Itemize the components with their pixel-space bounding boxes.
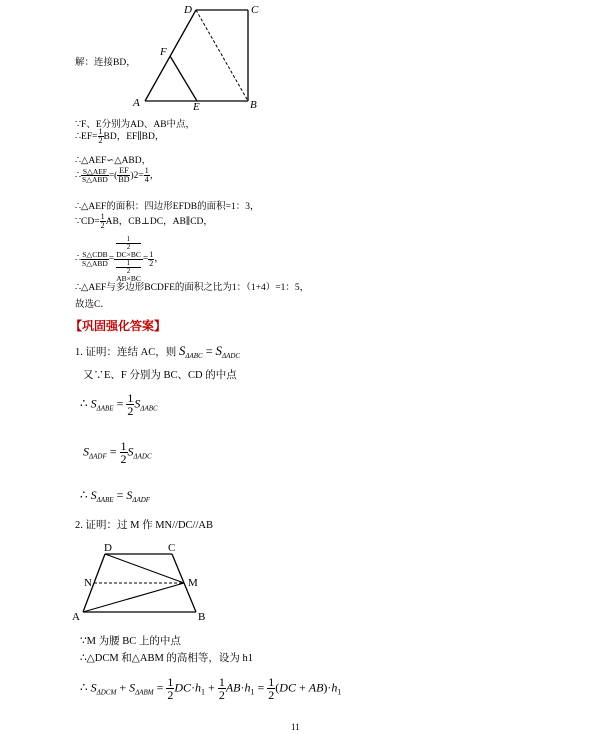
problem-1-eq-1: ∴ $S_{\Delta ABE}$ = $\frac{1}{2}$ $S_{\Delta ABC}$ xyxy=(80,391,158,418)
problem-1-intro: 1. 证明：连结 AC，则 $S_{\Delta ABC} = S_{\Delta ADC}$ xyxy=(75,343,241,360)
solution-line-6: ∵CD= $\frac{1}{2}$ AB，CB⊥DC，AB∥CD， xyxy=(75,212,213,231)
fig1-label-f: F xyxy=(160,46,167,58)
solution-line-5: ∴△AEF的面积：四边形EFDB的面积=1：3， xyxy=(75,202,260,212)
solution-line-9: 故选C． xyxy=(75,300,110,310)
problem-1-eq-3: ∴ $S_{\Delta ABE} = S_{\Delta ADF}$ xyxy=(80,488,151,504)
page-number: 11 xyxy=(291,722,300,732)
fig1-label-b: B xyxy=(250,99,257,111)
figure-2-trapezoid xyxy=(68,538,218,624)
solution-line-8: ∴△AEF与多边形BCDFE的面积之比为1：（1+4）=1：5， xyxy=(75,283,310,293)
problem-2-intro: 2. 证明：过 M 作 MN//DC//AB xyxy=(75,520,213,531)
fig1-label-c: C xyxy=(251,4,259,16)
problem-2-eq: ∴ $S_{\Delta DCM} + S_{\Delta ABM}$ = $\frac{1}{2}$ $DC\cdot h_1$ + $\frac{1}{2}$ $AB\cdot h_1$ = $\frac{1}{2}$ $(DC + AB)\cdot h_1$ xyxy=(80,675,342,702)
problem-2-line-2: ∴△DCM 和△ABM 的高相等，设为 h1 xyxy=(80,653,254,664)
fig2-label-n: N xyxy=(84,577,92,589)
section-title: 【巩固强化答案】 xyxy=(70,319,167,333)
solution-line-2: ∴EF= $\frac{1}{2}$ BD，EF∥BD， xyxy=(75,127,165,146)
fig2-label-c: C xyxy=(168,542,176,554)
solution-start: 解：连接BD， xyxy=(75,58,136,68)
solution-line-4: ∴ $\frac{\text{S△AEF}}{\text{S△ABD}}$ =( $\frac{EF}{BD}$ )2= $\frac{1}{4}$ ， xyxy=(75,166,160,185)
fig2-label-m: M xyxy=(188,577,198,589)
problem-1-eq-2: $S_{\Delta ADF}$ = $\frac{1}{2}$ $S_{\Delta ADC}$ xyxy=(83,439,152,466)
solution-line-1: ∵F、E分别为AD、AB中点， xyxy=(75,120,196,130)
fig1-label-e: E xyxy=(193,101,200,112)
solution-line-3: ∴△AEF∽△ABD， xyxy=(75,156,152,166)
fig1-label-d: D xyxy=(184,4,192,16)
figure-1-trapezoid xyxy=(125,0,275,112)
problem-2-line-1: ∵M 为腰 BC 上的中点 xyxy=(80,636,181,647)
solution-line-7: ∴ $\frac{\text{S△CDB}}{\text{S△ABD}}$ = 1 2 DC×BC 1 2 AB×BC = $\frac{1}{2}$ ， xyxy=(75,235,164,283)
fig2-label-d: D xyxy=(104,542,112,554)
fig2-label-a: A xyxy=(72,611,80,623)
problem-1-line-2: 又∵E、F 分别为 BC、CD 的中点 xyxy=(83,370,237,381)
fig2-label-b: B xyxy=(198,611,206,623)
fig1-label-a: A xyxy=(133,97,140,109)
